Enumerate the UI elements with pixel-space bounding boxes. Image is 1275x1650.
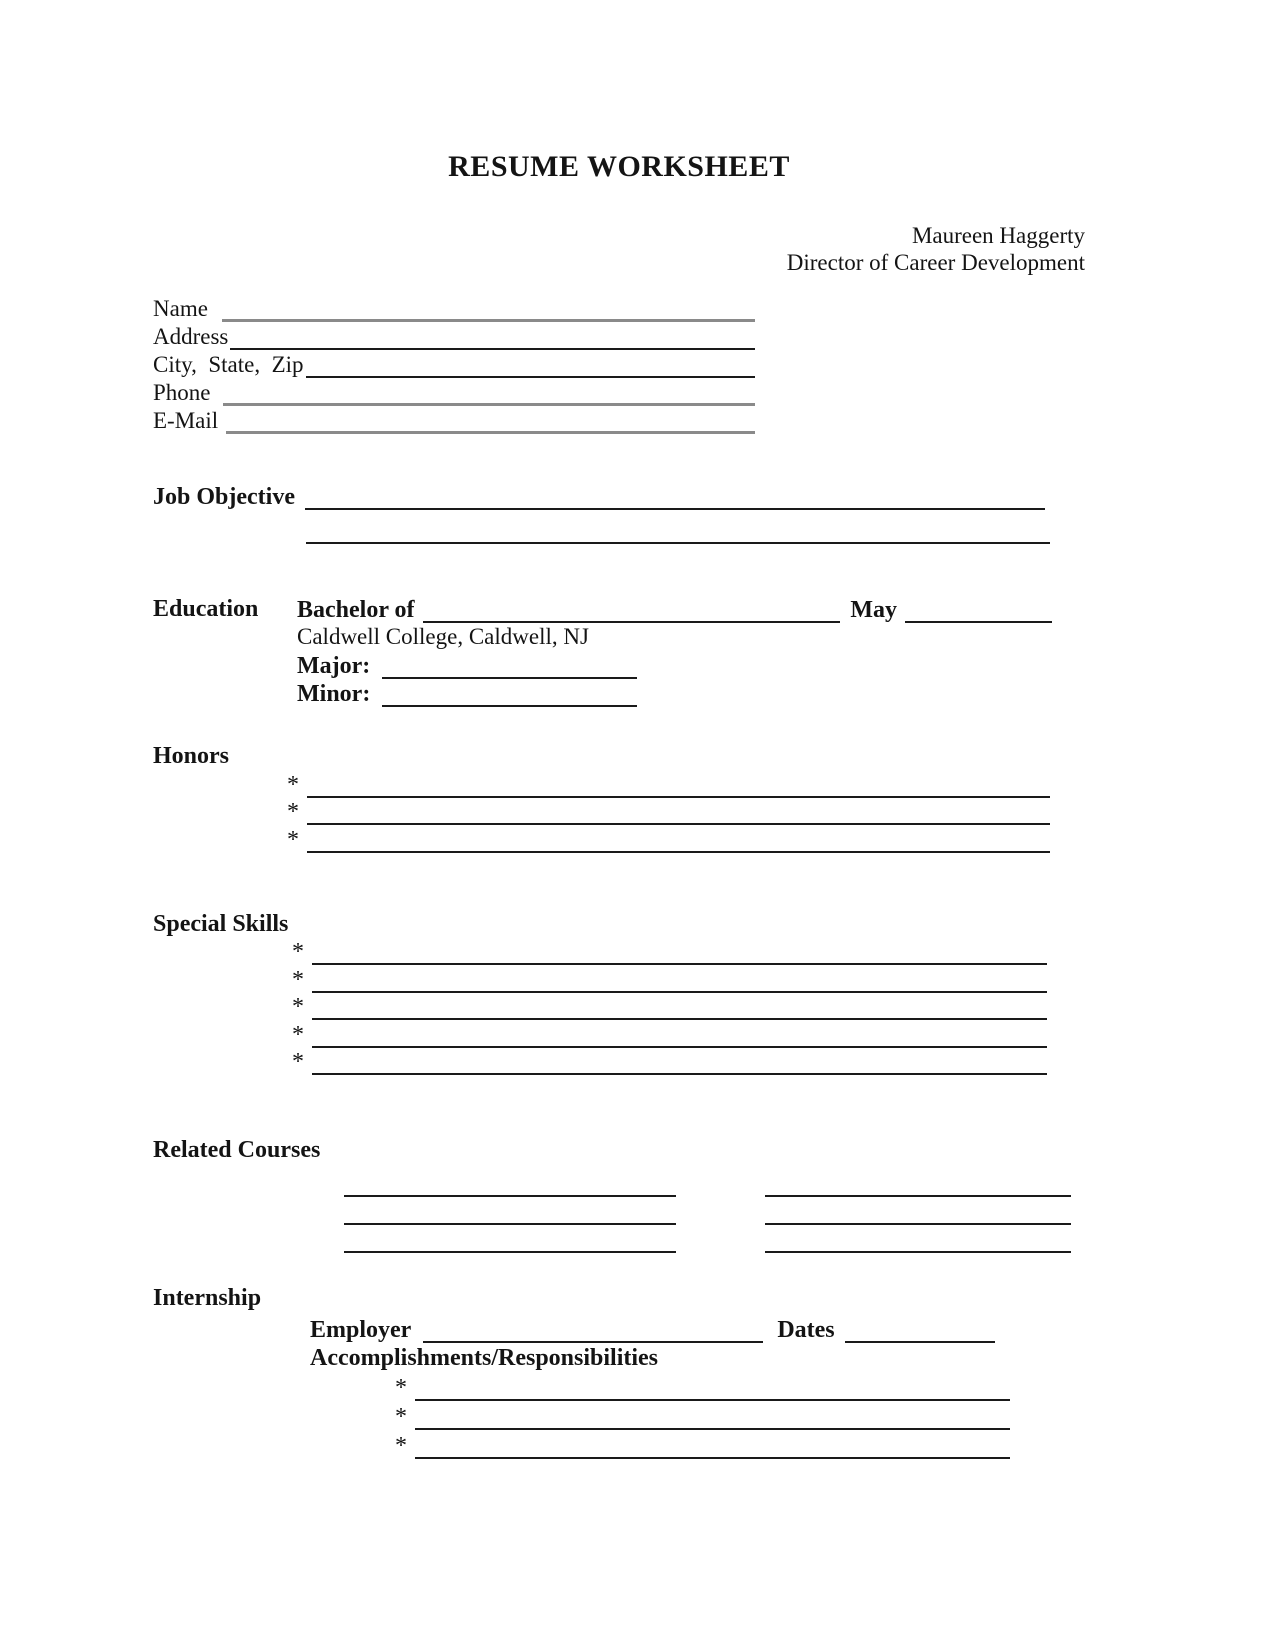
city-state-zip-blank-line	[306, 376, 755, 378]
course-blank-line	[344, 1195, 676, 1197]
education-section	[153, 595, 1085, 707]
minor-blank-line	[382, 705, 637, 707]
education-label: Education	[153, 596, 259, 622]
course-row	[344, 1197, 1085, 1225]
accomplishment-blank-line	[415, 1457, 1010, 1459]
asterisk-bullet: *	[292, 1049, 304, 1075]
special-skills-label: Special Skills	[153, 910, 289, 937]
related-courses-grid	[344, 1169, 1085, 1253]
asterisk-bullet: *	[287, 799, 299, 825]
accomplishment-blank-line	[415, 1399, 1010, 1401]
accomplishment-bullet-row	[395, 1372, 1010, 1401]
name-label: Name	[153, 296, 208, 321]
phone-field-row	[153, 378, 755, 406]
major-row	[297, 651, 1052, 679]
course-blank-line	[765, 1195, 1071, 1197]
minor-row	[297, 679, 1052, 707]
personal-info-section	[153, 294, 1085, 434]
internship-content	[310, 1315, 1085, 1459]
asterisk-bullet: *	[292, 966, 304, 993]
job-objective-row-2	[306, 516, 1050, 544]
asterisk-bullet: *	[292, 1021, 304, 1048]
author-role: Director of Career Development	[786, 250, 1085, 275]
skill-blank-line	[312, 1018, 1047, 1020]
address-label: Address	[153, 324, 229, 349]
asterisk-bullet: *	[292, 994, 304, 1020]
skill-bullet-row	[292, 1048, 1047, 1076]
asterisk-bullet: *	[287, 826, 299, 853]
name-field-row	[153, 294, 755, 322]
degree-prefix-label: Bachelor of	[297, 597, 415, 623]
honors-blank-line	[307, 823, 1050, 825]
honors-bullet-row	[287, 798, 1050, 826]
author-name: Maureen Haggerty	[911, 223, 1085, 248]
phone-label: Phone	[153, 380, 211, 405]
major-blank-line	[382, 677, 637, 679]
skill-bullet-row	[292, 965, 1047, 993]
employer-label: Employer	[310, 1317, 412, 1343]
course-blank-line	[765, 1251, 1071, 1253]
skill-blank-line	[312, 963, 1047, 965]
email-label: E-Mail	[153, 408, 219, 433]
grad-month-label: May	[850, 597, 897, 623]
course-blank-line	[344, 1223, 676, 1225]
job-objective-row	[153, 482, 1045, 510]
degree-row	[297, 595, 1052, 623]
honors-blank-line	[307, 851, 1050, 853]
asterisk-bullet: *	[395, 1433, 407, 1459]
asterisk-bullet: *	[395, 1404, 407, 1430]
job-objective-blank-line-1	[305, 508, 1045, 510]
name-blank-line	[222, 319, 755, 322]
employer-row	[310, 1315, 1085, 1343]
skill-blank-line	[312, 1073, 1047, 1075]
job-objective-label: Job Objective	[153, 484, 295, 510]
accomplishment-bullet-row	[395, 1401, 1010, 1430]
city-state-zip-label: City, State, Zip	[153, 352, 304, 377]
phone-blank-line	[223, 403, 756, 406]
email-field-row	[153, 406, 755, 434]
honors-bullet-row	[287, 825, 1050, 853]
accomplishment-blank-line	[415, 1428, 1010, 1430]
education-content	[297, 595, 1052, 707]
asterisk-bullet: *	[292, 939, 304, 965]
email-blank-line	[226, 431, 755, 434]
school-name: Caldwell College, Caldwell, NJ	[297, 624, 589, 649]
dates-label: Dates	[777, 1317, 835, 1343]
page-title: RESUME WORKSHEET	[448, 150, 790, 183]
course-row	[344, 1169, 1085, 1197]
related-courses-label: Related Courses	[153, 1137, 321, 1163]
skill-bullet-row	[292, 938, 1047, 966]
grad-year-blank-line	[905, 621, 1052, 623]
asterisk-bullet: *	[287, 771, 299, 798]
course-blank-line	[344, 1251, 676, 1253]
course-blank-line	[765, 1223, 1071, 1225]
address-blank-line	[230, 348, 755, 350]
honors-label: Honors	[153, 743, 230, 769]
city-state-zip-field-row	[153, 350, 755, 378]
accomplishment-bullet-row	[395, 1430, 1010, 1459]
dates-blank-line	[845, 1341, 995, 1343]
internship-label: Internship	[153, 1285, 262, 1311]
employer-blank-line	[423, 1341, 763, 1343]
asterisk-bullet: *	[395, 1375, 407, 1401]
minor-label: Minor:	[297, 681, 371, 707]
skill-blank-line	[312, 1046, 1047, 1048]
skill-bullet-row	[292, 993, 1047, 1021]
honors-bullet-row	[287, 770, 1050, 798]
major-label: Major:	[297, 653, 371, 679]
honors-blank-line	[307, 796, 1050, 798]
skill-bullet-row	[292, 1020, 1047, 1048]
job-objective-blank-line-2	[306, 542, 1050, 544]
accomplishments-label: Accomplishments/Responsibilities	[310, 1345, 659, 1371]
skill-blank-line	[312, 991, 1047, 993]
author-block	[153, 222, 1085, 276]
address-field-row	[153, 322, 755, 350]
course-row	[344, 1225, 1085, 1253]
